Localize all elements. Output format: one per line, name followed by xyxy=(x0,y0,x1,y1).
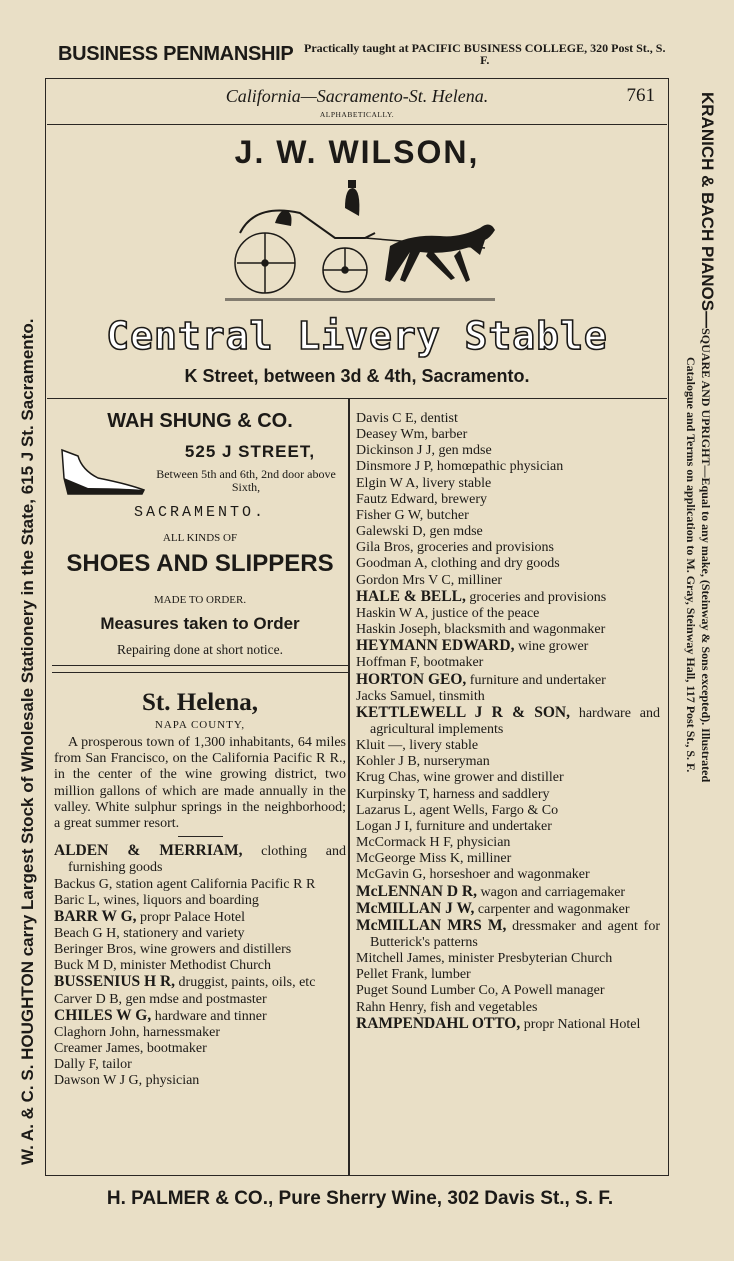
directory-entry xyxy=(54,942,346,958)
directory-entry xyxy=(54,992,346,1008)
entry-text: Claghorn John, harnessmaker xyxy=(54,1024,221,1040)
entry-text: Elgin W A, livery stable xyxy=(356,475,492,491)
entry-text: Baric L, wines, liquors and boarding xyxy=(54,892,259,908)
directory-entry xyxy=(356,835,660,851)
wah-shung-made: MADE TO ORDER. xyxy=(153,594,247,606)
directory-entry xyxy=(356,672,660,689)
entry-text: dressmaker and agent for Butterick's patterns xyxy=(370,918,660,950)
directory-entry xyxy=(356,540,660,556)
entry-text: Dally F, tailor xyxy=(54,1057,132,1073)
entry-text: propr Palace Hotel xyxy=(136,909,246,925)
entry-text: carpenter and wagonmaker xyxy=(474,901,630,917)
entry-name: BUSSENIUS H R, xyxy=(54,973,176,991)
entry-text: Deasey Wm, barber xyxy=(356,427,468,443)
wah-shung-between: Between 5th and 6th, 2nd door above Sixth, xyxy=(156,467,336,494)
entry-text: McCormack H F, physician xyxy=(356,835,511,851)
entry-text: Krug Chas, wine grower and distiller xyxy=(356,770,564,786)
entry-text: Davis C E, dentist xyxy=(356,411,458,426)
entry-name: McMILLAN MRS M, xyxy=(356,916,507,934)
directory-entry xyxy=(356,606,660,622)
entry-name: KETTLEWELL J R & SON, xyxy=(356,703,570,721)
column-divider xyxy=(348,398,350,1176)
horse-carriage-illustration xyxy=(215,178,505,308)
entry-text: McGavin G, horseshoer and wagonmaker xyxy=(356,867,590,883)
entry-text: wine grower xyxy=(514,639,589,655)
directory-entry xyxy=(356,770,660,786)
right-ad-headline: KRANICH & BACH PIANOS— xyxy=(698,92,717,329)
directory-entry xyxy=(356,1016,660,1033)
entry-text: Beringer Bros, wine growers and distillers xyxy=(54,942,292,958)
shoe-icon xyxy=(58,448,148,498)
entry-name: HALE & BELL, xyxy=(356,587,466,605)
st-helena-section xyxy=(54,688,346,1090)
directory-entry xyxy=(356,754,660,770)
directory-entry xyxy=(356,967,660,983)
directory-entry xyxy=(356,1000,660,1016)
wilson-address: K Street, between 3d & 4th, Sacramento. xyxy=(184,366,530,386)
directory-entry xyxy=(356,443,660,459)
directory-entry xyxy=(356,556,660,572)
entry-text: Rahn Henry, fish and vegetables xyxy=(356,999,538,1015)
banner-headline: BUSINESS PENMANSHIP xyxy=(58,42,294,65)
entry-text: Kohler J B, nurseryman xyxy=(356,754,490,770)
wah-shung-product: SHOES AND SLIPPERS xyxy=(66,550,334,577)
wah-shung-city: SACRAMENTO. xyxy=(133,504,267,521)
directory-entry xyxy=(356,411,660,427)
entry-text: druggist, paints, oils, etc xyxy=(175,975,316,991)
entry-text: clothing and furnishing goods xyxy=(68,844,346,876)
wah-shung-kinds: ALL KINDS OF xyxy=(162,532,238,544)
directory-entry xyxy=(356,918,660,951)
directory-entry xyxy=(356,459,660,475)
right-ad-line1: SQUARE AND UPRIGHT—Equal to any make, (Steinway & Sons excepted). Illustrated xyxy=(699,328,713,783)
entry-name: CHILES W G, xyxy=(54,1006,152,1024)
entry-text: Haskin Joseph, blacksmith and wagonmaker xyxy=(356,622,606,638)
wilson-name: J. W. WILSON, xyxy=(234,134,480,170)
wah-shung-ad xyxy=(52,400,348,666)
directory-entry xyxy=(54,843,346,876)
banner-detail: Practically taught at PACIFIC BUSINESS COLLEGE, 320 Post St., S. F. xyxy=(303,41,666,67)
directory-entry xyxy=(54,1073,346,1089)
entry-text: Fisher G W, butcher xyxy=(356,507,469,523)
directory-entry xyxy=(356,819,660,835)
entry-text: Jacks Samuel, tinsmith xyxy=(356,688,485,704)
directory-entry xyxy=(356,476,660,492)
entry-text: Dinsmore J P, homœpathic physician xyxy=(356,459,564,475)
directory-entry xyxy=(356,884,660,901)
right-margin-ad xyxy=(685,92,716,782)
entry-text: Haskin W A, justice of the peace xyxy=(356,605,540,621)
entry-text: Dawson W J G, physician xyxy=(54,1073,200,1089)
directory-entry xyxy=(356,689,660,705)
directory-entry xyxy=(356,851,660,867)
left-directory-list xyxy=(54,843,346,1089)
wah-shung-name: WAH SHUNG & CO. xyxy=(107,410,293,432)
wah-shung-repairing: Repairing done at short notice. xyxy=(116,642,284,657)
right-directory-list xyxy=(356,411,660,1033)
bottom-banner-ad: H. PALMER & CO., Pure Sherry Wine, 302 Davis St., S. F. xyxy=(106,1188,614,1209)
wah-shung-measures: Measures taken to Order xyxy=(100,614,300,633)
wah-shung-street: 525 J STREET, xyxy=(184,442,316,461)
directory-entry xyxy=(54,926,346,942)
entry-text: Fautz Edward, brewery xyxy=(356,491,488,507)
entry-text: Kurpinsky T, harness and saddlery xyxy=(356,786,550,802)
entry-text: hardware and tinner xyxy=(151,1008,267,1024)
directory-entry xyxy=(356,492,660,508)
directory-entry xyxy=(54,1057,346,1073)
directory-entry xyxy=(356,655,660,671)
entry-text: wagon and carriagemaker xyxy=(476,884,626,900)
directory-entry xyxy=(356,589,660,606)
entry-text: Gordon Mrs V C, milliner xyxy=(356,572,503,588)
entry-text: hardware and agricultural implements xyxy=(370,705,660,737)
directory-entry xyxy=(356,427,660,443)
page-subtitle: ALPHABETICALLY. xyxy=(319,110,395,119)
left-margin-ad xyxy=(18,85,38,1165)
st-helena-county: NAPA COUNTY, xyxy=(154,719,246,731)
entry-text: Hoffman F, bootmaker xyxy=(356,655,484,671)
entry-text: Kluit —, livery stable xyxy=(356,738,479,754)
left-margin-ad-text: W. A. & C. S. HOUGHTON carry Largest Stock of Wholesale Stationery in the State, 615 J St. Sacramento. xyxy=(18,318,37,1165)
directory-entry xyxy=(356,951,660,967)
directory-entry xyxy=(356,803,660,819)
directory-entry xyxy=(356,983,660,999)
directory-entry xyxy=(356,738,660,754)
entry-text: Buck M D, minister Methodist Church xyxy=(54,958,271,974)
section-dash xyxy=(178,836,223,837)
wilson-business: Central Livery Stable xyxy=(106,314,608,358)
directory-entry xyxy=(356,524,660,540)
directory-entry xyxy=(54,909,346,926)
entry-text: Gila Bros, groceries and provisions xyxy=(356,540,554,556)
entry-text: Dickinson J J, gen mdse xyxy=(356,443,492,459)
directory-entry xyxy=(356,867,660,883)
directory-entry xyxy=(356,901,660,918)
top-banner-ad xyxy=(58,38,666,70)
page-title: California—Sacramento-St. Helena. xyxy=(225,86,489,106)
entry-text: Creamer James, bootmaker xyxy=(54,1041,207,1057)
entry-text: Lazarus L, agent Wells, Fargo & Co xyxy=(356,802,559,818)
entry-text: Mitchell James, minister Presbyterian Church xyxy=(356,951,613,967)
entry-text: groceries and provisions xyxy=(465,589,607,605)
section-rule xyxy=(52,672,348,673)
entry-text: Pellet Frank, lumber xyxy=(356,967,471,983)
entry-name: BARR W G, xyxy=(54,907,137,925)
entry-name: HORTON GEO, xyxy=(356,670,467,688)
entry-name: McMILLAN J W, xyxy=(356,899,475,917)
entry-text: Puget Sound Lumber Co, A Powell manager xyxy=(356,983,605,999)
directory-entry xyxy=(356,508,660,524)
st-helena-heading: St. Helena, xyxy=(142,689,258,716)
page-number: 761 xyxy=(626,85,655,106)
st-helena-description: A prosperous town of 1,300 inhabitants, 64 miles from San Francisco, on the California Pacific R R., in the center of the wine growing district, two million gallons of which are made annually in the valley. White sulphur springs in the neighborhood; a great summer resort. xyxy=(54,735,346,832)
entry-name: HEYMANN EDWARD, xyxy=(356,637,515,655)
entry-text: propr National Hotel xyxy=(520,1016,641,1032)
entry-text: Backus G, station agent California Pacific R R xyxy=(54,876,316,892)
directory-entry xyxy=(356,787,660,803)
entry-text: furniture and undertaker xyxy=(466,672,606,688)
directory-entry xyxy=(54,893,346,909)
entry-name: ALDEN & MERRIAM, xyxy=(54,842,243,860)
directory-entry xyxy=(54,1008,346,1025)
entry-text: Logan J I, furniture and undertaker xyxy=(356,818,552,834)
right-ad-line2: Catalogue and Terms on application to M. Gray, Steinway Hall, 117 Post St., S. F. xyxy=(684,357,698,773)
entry-text: McGeorge Miss K, milliner xyxy=(356,851,512,867)
directory-entry xyxy=(54,958,346,974)
directory-entry xyxy=(356,573,660,589)
entry-text: Goodman A, clothing and dry goods xyxy=(356,556,560,572)
entry-text: Galewski D, gen mdse xyxy=(356,524,483,540)
directory-entry xyxy=(54,877,346,893)
entry-name: McLENNAN D R, xyxy=(356,882,477,900)
directory-entry xyxy=(54,1041,346,1057)
directory-entry xyxy=(356,705,660,738)
directory-entry xyxy=(54,974,346,991)
entry-text: Beach G H, stationery and variety xyxy=(54,926,245,941)
directory-entry xyxy=(356,622,660,638)
wilson-ad xyxy=(47,126,667,399)
entry-text: Carver D B, gen mdse and postmaster xyxy=(54,991,267,1007)
entry-name: RAMPENDAHL OTTO, xyxy=(356,1014,521,1032)
directory-entry xyxy=(54,1025,346,1041)
running-head xyxy=(47,84,667,125)
directory-entry xyxy=(356,638,660,655)
